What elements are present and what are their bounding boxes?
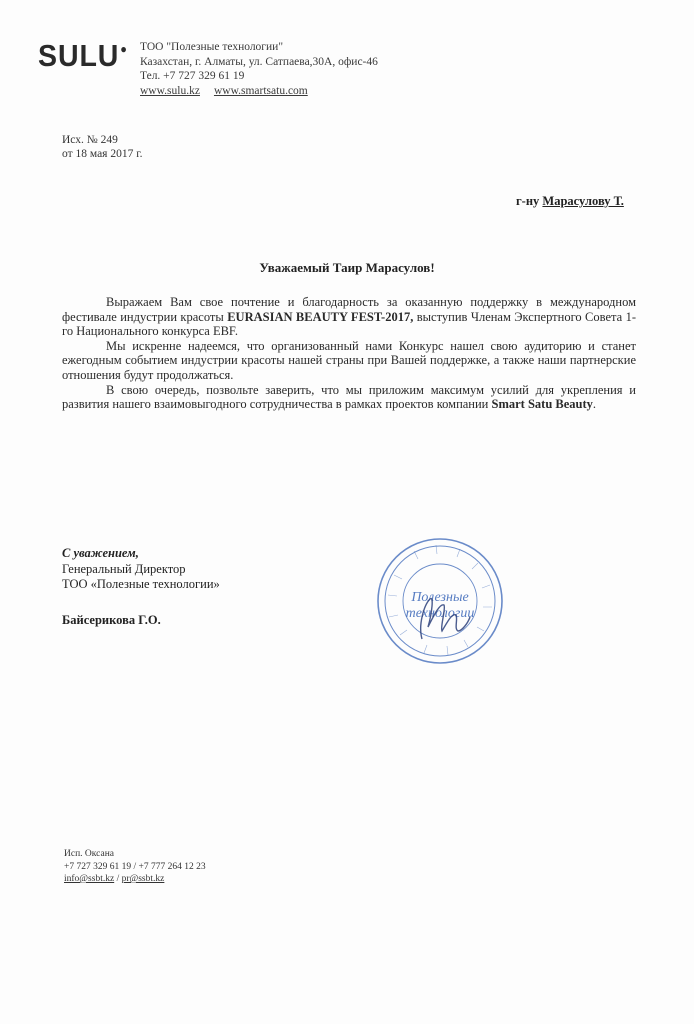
reference-number: Исх. № 249 [62, 134, 118, 146]
closing-regards: С уважением, [62, 546, 139, 560]
addressee-prefix: г-ну [516, 194, 540, 208]
letter-body [62, 295, 636, 412]
footer-contacts [64, 848, 206, 886]
email-link-pr[interactable]: pr@ssbt.kz [121, 874, 165, 884]
letterhead-company: ТОО "Полезные технологии" [140, 41, 284, 53]
company-stamp [374, 535, 506, 667]
paragraph-1-text: Выражаем Вам свое почтение и благодарность за оказанную поддержку в международном фестивале индустрии красоты [62, 295, 636, 324]
paragraph-2: Мы искренне надеемся, что организованный нами Конкурс нашел свою аудиторию и станет ежегодным событием индустрии красоты нашей страны при Вашей поддержке, а также наши партнерские отношения будут продолжаться. [62, 338, 636, 382]
company-logo [38, 38, 128, 74]
footer-executor: Исп. Оксана [64, 849, 115, 859]
company-project-name: Smart Satu Beauty [491, 397, 593, 412]
logo-text: SULU [38, 38, 120, 73]
stamp-text-line1: Полезные [411, 590, 469, 605]
logo-mark-icon: ● [120, 42, 128, 56]
footer-phones: +7 727 329 61 19 / +7 777 264 12 23 [64, 861, 206, 872]
signer-company: ТОО «Полезные технологии» [62, 577, 220, 591]
outgoing-reference [62, 133, 143, 161]
website-link-sulu[interactable]: www.sulu.kz [140, 84, 200, 97]
festival-name: EURASIAN BEAUTY FEST-2017, [227, 309, 414, 324]
paragraph-3-text: В свою очередь, позвольте заверить, что мы приложим максимум усилий для укрепления и развития нашего взаимовыгодного сотрудничества в рамках проектов компании [62, 382, 636, 412]
closing-block [62, 546, 220, 593]
signer-position: Генеральный Директор [62, 561, 186, 576]
website-link-smartsatu[interactable]: www.smartsatu.com [213, 84, 308, 97]
signer-name: Байсерикова Г.О. [62, 613, 161, 627]
letterhead-links [140, 84, 378, 99]
paragraph-3-end: . [592, 397, 597, 412]
letterhead-phone: Тел. +7 727 329 61 19 [140, 70, 245, 82]
letterhead [140, 40, 378, 98]
paragraph-3 [62, 383, 636, 412]
paragraph-1-text-end: выступив Членам Экспертного Совета 1-го Национального конкурса EBF. [62, 309, 636, 339]
footer-emails [64, 873, 206, 886]
addressee-name: Марасулову Т. [542, 194, 624, 208]
email-separator: / [114, 874, 122, 884]
email-link-info[interactable]: info@ssbt.kz [64, 874, 115, 884]
reference-date: от 18 мая 2017 г. [62, 148, 143, 160]
addressee [516, 194, 624, 209]
letterhead-address: Казахстан, г. Алматы, ул. Сатпаева,30А, офис-46 [140, 55, 378, 68]
greeting: Уважаемый Таир Марасулов! [259, 260, 435, 275]
stamp-text-line2: технологии [405, 606, 475, 621]
paragraph-1 [62, 295, 636, 339]
